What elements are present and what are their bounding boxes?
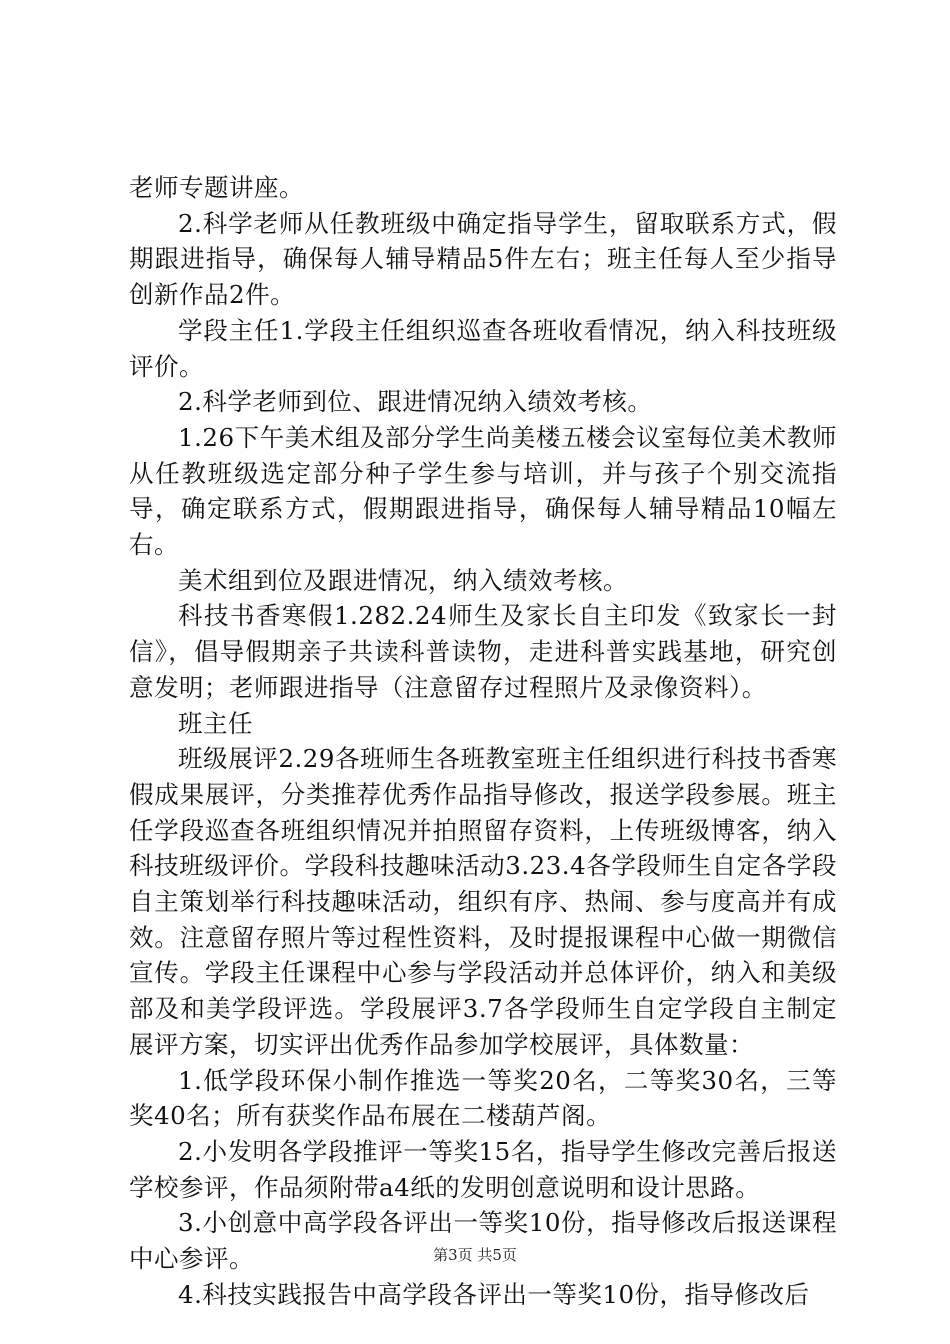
paragraph-13: 4.科技实践报告中高学段各评出一等奖10份，指导修改后 bbox=[178, 1279, 810, 1309]
paragraph-4: 2.科学老师到位、跟进情况纳入绩效考核。 bbox=[178, 387, 653, 417]
paragraph-7: 科技书香寒假1.282.24师生及家长自主印发《致家长一封信》，倡导假期亲子共读科普读物，走进科普实践基地，研究创意发明；老师跟进指导（注意留存过程照片及录像资料）。 bbox=[129, 601, 837, 702]
paragraph-8: 班主任 bbox=[178, 708, 253, 738]
paragraph-3: 学段主任1.学段主任组织巡查各班收看情况，纳入科技班级评价。 bbox=[129, 315, 837, 381]
paragraph-9: 班级展评2.29各班师生各班教室班主任组织进行科技书香寒假成果展评，分类推荐优秀作品指导修改，报送学段参展。班主任学段巡查各班组织情况并拍照留存资料，上传班级博客，纳入科技班级评价。学段科技趣味活动3.23.4各学段师生自定各学段自主策划举行科技趣味活动，组织有序、热闹、参与度高并有成效。注意留存照片等过程性资料，及时提报课程中心做一期微信宣传。学段主任课程中心参与学段活动并总体评价，纳入和美级部及和美学段评选。学段展评3.7各学段师生自定学段自主制定展评方案，切实评出优秀作品参加学校展评，具体数量： bbox=[129, 744, 837, 1059]
paragraph-5: 1.26下午美术组及部分学生尚美楼五楼会议室每位美术教师从任教班级选定部分种子学生参与培训，并与孩子个别交流指导，确定联系方式，假期跟进指导，确保每人辅导精品10幅左右。 bbox=[129, 422, 837, 560]
document-body bbox=[129, 170, 837, 1313]
paragraph-11: 2.小发明各学段推评一等奖15名，指导学生修改完善后报送学校参评，作品须附带a4纸的发明创意说明和设计思路。 bbox=[129, 1136, 837, 1202]
paragraph-6: 美术组到位及跟进情况，纳入绩效考核。 bbox=[178, 565, 628, 595]
paragraph-12: 3.小创意中高学段各评出一等奖10份，指导修改后报送课程中心参评。 bbox=[129, 1208, 837, 1274]
paragraph-1: 老师专题讲座。 bbox=[129, 173, 304, 202]
paragraph-2: 2.科学老师从任教班级中确定指导学生，留取联系方式，假期跟进指导，确保每人辅导精品5件左右；班主任每人至少指导创新作品2件。 bbox=[129, 208, 837, 310]
page-number-footer: 第3页 共5页 bbox=[433, 1246, 517, 1264]
paragraph-10: 1.低学段环保小制作推选一等奖20名，二等奖30名，三等奖40名；所有获奖作品布展在二楼葫芦阁。 bbox=[129, 1065, 837, 1131]
